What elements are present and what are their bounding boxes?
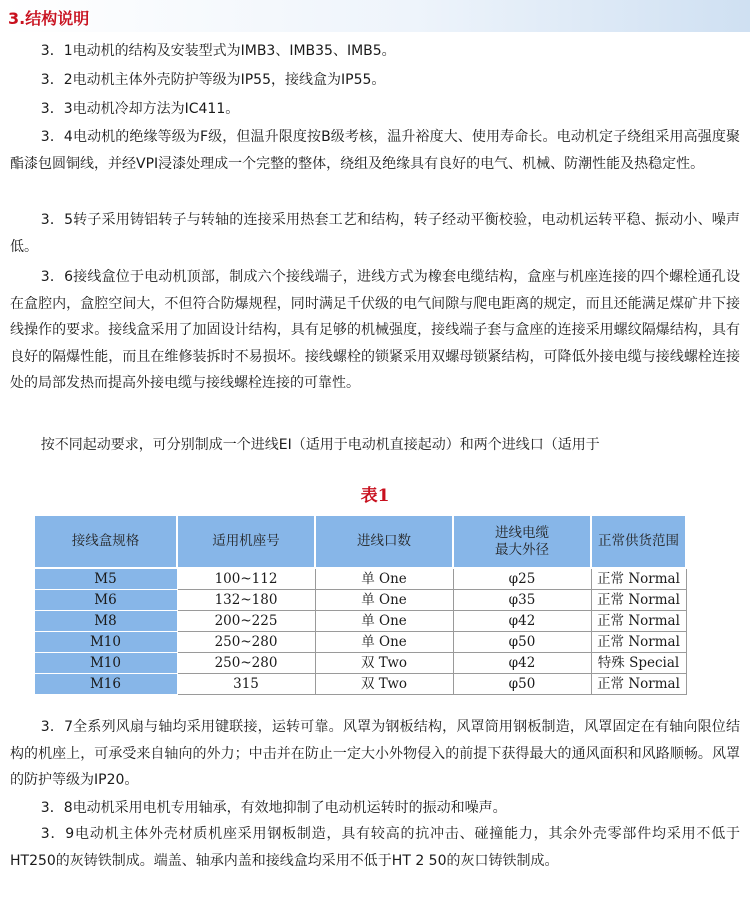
paragraph-3-1: 3．1电动机的结构及安装型式为IMB3、IMB35、IMB5。 — [40, 43, 396, 59]
table-cell: 100~112 — [177, 568, 315, 590]
table-cell: 200~225 — [177, 611, 315, 632]
table-cell: φ50 — [453, 632, 591, 653]
table-cell: 单 One — [315, 611, 453, 632]
table-row — [34, 590, 686, 611]
table-cell: 双 Two — [315, 653, 453, 674]
header-box-spec: 接线盒规格 — [34, 515, 177, 568]
table-row — [34, 653, 686, 674]
header-supply-range: 正常供货范围 — [591, 515, 686, 568]
paragraph-start-options: 按不同起动要求，可分别制成一个进线EI（适用于电动机直接起动）和两个进线口（适用于 — [40, 437, 600, 453]
table-cell: 单 One — [315, 590, 453, 611]
section-title: 3.结构说明 — [8, 9, 90, 28]
header-frame-size: 适用机座号 — [177, 515, 315, 568]
table-cell: 正常 Normal — [591, 568, 686, 590]
table-cell: M10 — [34, 653, 177, 674]
header-inlet-count: 进线口数 — [315, 515, 453, 568]
paragraph-3-6: 3．6接线盒位于电动机顶部，制成六个接线端子，进线方式为橡套电缆结构，盒座与机座连接的四个螺栓通孔设在盒腔内，盒腔空间大，不但符合防爆规程，同时满足千伏级的电气间隙与爬电距离的规定，而且还能满足煤矿井下接线操作的要求。接线盒采用了加固设计结构，具有足够的机械强度，接线端子套与盒座的连接采用螺纹隔爆结构，具有良好的隔爆性能，而且在维修装拆时不易损坏。接线螺栓的锁紧采用双螺母锁紧结构，可降低外接电缆与接线螺栓连接处的局部发热而提高外接电缆与接线螺栓连接的可靠性。 — [10, 269, 740, 391]
paragraph-3-4: 3．4电动机的绝缘等级为F级，但温升限度按B级考核，温升裕度大、使用寿命长。电动机定子绕组采用高强度聚酯漆包圆铜线，并经VPI浸漆处理成一个完整的整体，绕组及绝缘具有良好的电气、机械、防潮性能及热稳定性。 — [10, 129, 740, 172]
paragraph-3-2: 3．2电动机主体外壳防护等级为IP55，接线盒为IP55。 — [40, 72, 386, 88]
paragraph-3-5: 3．5转子采用铸铝转子与转轴的连接采用热套工艺和结构，转子经动平衡校验，电动机运转平稳、振动小、噪声低。 — [10, 212, 740, 255]
paragraph-3-8: 3．8电动机采用电机专用轴承，有效地抑制了电动机运转时的振动和噪声。 — [40, 800, 507, 816]
table-cell: 250~280 — [177, 653, 315, 674]
table-header-row — [34, 515, 686, 568]
table-cell: φ50 — [453, 674, 591, 695]
table-cell: M8 — [34, 611, 177, 632]
table-cell: M5 — [34, 568, 177, 590]
table-cell: M10 — [34, 632, 177, 653]
paragraph-3-3: 3．3电动机冷却方法为IC411。 — [40, 101, 240, 117]
table-row — [34, 674, 686, 695]
table-row — [34, 632, 686, 653]
table-cell: φ35 — [453, 590, 591, 611]
table-cell: 250~280 — [177, 632, 315, 653]
header-cable-diameter: 进线电缆 最大外径 — [453, 515, 591, 568]
terminal-box-table — [33, 514, 687, 695]
table-row — [34, 611, 686, 632]
table-cell: M16 — [34, 674, 177, 695]
table-cell: 特殊 Special — [591, 653, 686, 674]
section-header — [0, 0, 750, 32]
table-cell: 正常 Normal — [591, 590, 686, 611]
table-caption: 表1 — [360, 486, 390, 506]
table-cell: 单 One — [315, 632, 453, 653]
table-row — [34, 568, 686, 590]
table-cell: M6 — [34, 590, 177, 611]
paragraph-3-9: 3．9电动机主体外壳材质机座采用钢板制造，具有较高的抗冲击、碰撞能力，其余外壳零部件均采用不低于HT250的灰铸铁制成。端盖、轴承内盖和接线盒均采用不低于HT 2 50的灰口铸铁制成。 — [10, 826, 740, 869]
table-cell: 单 One — [315, 568, 453, 590]
table-cell: 正常 Normal — [591, 674, 686, 695]
table-cell: 双 Two — [315, 674, 453, 695]
paragraph-3-7: 3．7全系列风扇与轴均采用键联接，运转可靠。风罩为钢板结构，风罩筒用钢板制造，风罩固定在有轴向限位结构的机座上，可承受来自轴向的外力；中击并在防止一定大小外物侵入的前提下获得最大的通风面积和风路顺畅。风罩的防护等级为IP20。 — [10, 719, 740, 788]
table-cell: φ42 — [453, 611, 591, 632]
table-cell: φ25 — [453, 568, 591, 590]
table-cell: 315 — [177, 674, 315, 695]
table-cell: 132~180 — [177, 590, 315, 611]
table-cell: 正常 Normal — [591, 632, 686, 653]
table-cell: φ42 — [453, 653, 591, 674]
table-cell: 正常 Normal — [591, 611, 686, 632]
